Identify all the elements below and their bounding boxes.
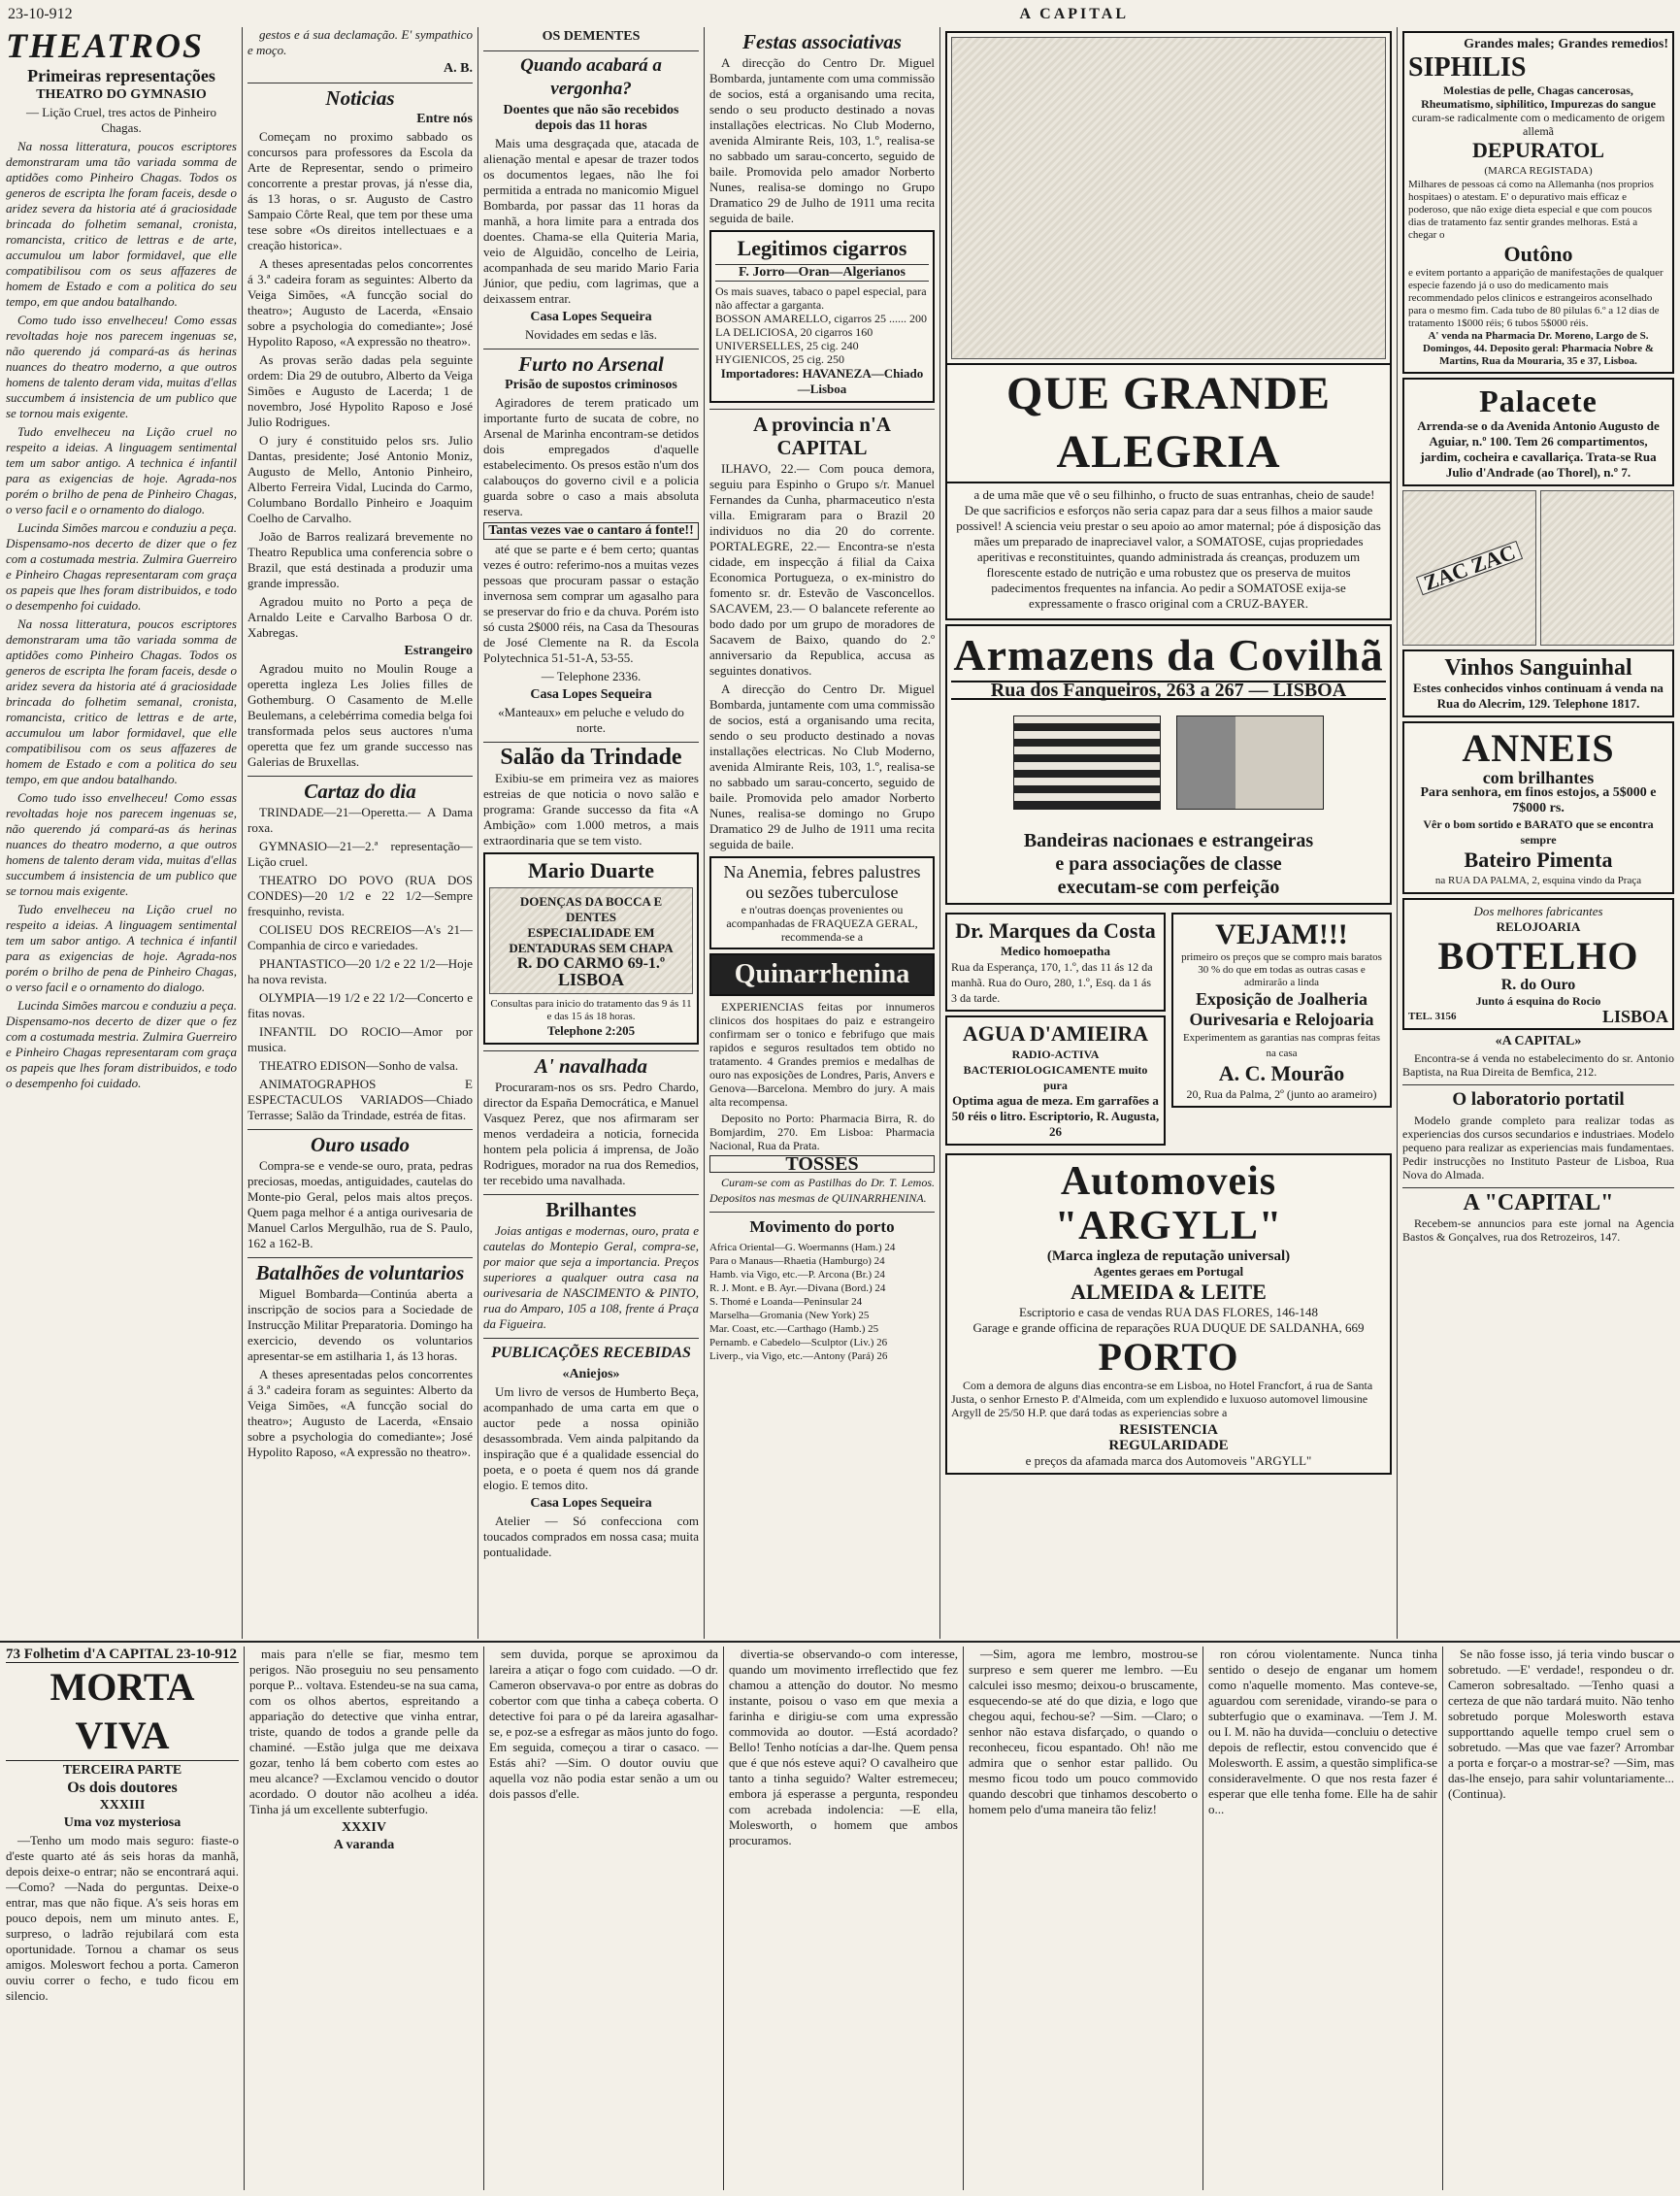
noticias-column (247, 27, 473, 1639)
theatros-paragraph: Na nossa litteratura, poucos escriptores demonstraram uma tão variada somma de aptidões como Pinheiro Chagas. Todos os generos de escripta lhe foram faceis, desde o aridez severa da historia até á graciosidade brincada do folhetim semanal, cronista, romancista, critico de lettras e de arte, accumulou um labor formidavel, que elle compatibilisou com os seus affazeres de homem de Estado e com a politica do seu tempo, em que andou batalhando. (6, 616, 237, 786)
provincia-text: A direcção do Centro Dr. Miguel Bombarda, juntamente com uma commissão de socios, está a organisando uma recita, sendo o seu producto destinado a novas installações electricas. No Club Moderno, avenida Almirante Reis, 103, 1.º, realisa-se no sabbado um sarau-concerto, seguido de baile. Promovida pelo amador Norberto Nunes, realisa-se domingo no Grupo Dramatico 29 de Julho de 1911 uma recita seguida de baile. (709, 682, 935, 851)
noticia-paragraph: As provas serão dadas pela seguinte ordem: Dia 29 de outubro, Alberto da Veiga Simões e Augusto de Lacerda; 1 de novembro, José Hypolito Raposo e José Julio Rodrigues. (247, 352, 473, 429)
navalhada-title: A' navalhada (483, 1050, 699, 1078)
cigarros-line: LA DELICIOSA, 20 cigarros 160 (715, 325, 873, 339)
folhetim-col-2 (249, 1647, 478, 2190)
folhetim-header: 73 Folhetim d'A CAPITAL 23-10-912 (6, 1647, 238, 1662)
noticias-title: Noticias (247, 83, 473, 110)
tosses-text: Curam-se com as Pastilhas do Dr. T. Lemos. Depositos nas mesmas de QUINARRHENINA. (709, 1176, 935, 1205)
folhetim-text: Se não fosse isso, já teria vindo buscar o sobretudo. —E' verdade!, respondeu o dr. Cameron sobresaltado. —Tenho quasi a certeza de que não tardará muito. Não tenho sobretudo porque Molesworth estava supporttando aquelle tempo cruel sem o sobretudo. —Mas que vae fazer? Arrombar a porta e forçar-o a mostrar-se? —Sim, mas das-lhe ensejo, para sahir voluntariamente... (Continua). (1448, 1647, 1674, 1801)
theatros-paragraph: Lucinda Simões marcou e conduziu a peça. Dispensamo-nos decerto de dizer que o fez com a costumada mestria. Zulmira Guerreiro e Pinheiro Chagas representaram com graça os papeis que lhes foram distribuidos, e todo o desempenho foi cuidado. (6, 520, 237, 613)
agua-sub: RADIO-ACTIVA BACTERIOLOGICAMENTE muito pura (963, 1048, 1148, 1092)
argyll-agents: Agentes geraes em Portugal (1093, 1264, 1244, 1279)
box-illustration (1540, 490, 1674, 646)
masthead: A CAPITAL (1019, 6, 1129, 22)
cigarros-ad (709, 230, 935, 403)
alegria-text: a de uma mãe que vê o seu filhinho, o fructo de suas entranhas, cheio de saude! De que sacrificios e esforços não seria capaz para dar a seus filhos a maior saude possivel! A sciencia veiu prestar o seu apoio ao amor maternal; póe á disposição das mães um preparado de inapreciavel valor, a SOMATOSE, cujas propriedades aperitivas e reconstituintes, quando administrada ás creanças, produzem um florescente estado de nutrição e uma robustez que os preserva de muitos padecimentos frequentes na infancia. Ao pedir a SOMATOSE exija-se expressamente o frasco original com a CRUZ-BAYER. (956, 487, 1381, 611)
anneis-text: Para senhora, em finos estojos, a 5$000 e 7$000 rs. (1420, 785, 1657, 815)
festas-column (709, 27, 935, 1639)
lab-title: O laboratorio portatil (1402, 1084, 1674, 1112)
marques-ad (945, 913, 1166, 1012)
batalhoes-text: A theses apresentadas pelos concorrentes á 3.ª cadeira foram as seguintes: Alberto da Veiga Simões, «A funcção social do theatro»; Augusto de Lacerda, «Ensaio sobre a psychologia do comediante»; José Hypolito Raposo, «A expressão no theatro». (247, 1367, 473, 1459)
agua-title: AGUA D'AMIEIRA (962, 1021, 1149, 1046)
marques-title: Dr. Marques da Costa (955, 918, 1156, 943)
movimento-row: Pernamb. e Cabedelo—Sculptor (Liv.) 26 (709, 1337, 888, 1348)
theatros-paragraph: Tudo envelheceu na Lição cruel no respeito a ideias. A linguagem sentimental tem um sabor antigo. A technica é infantil para as exigencias de hoje. Agrada-nos porém o brilho de pena de Pinheiro Chagas, o verso facil e o ornamento do dialogo. (6, 902, 237, 994)
argyll-company: ALMEIDA & LEITE (1071, 1280, 1267, 1304)
capital-ad-title: A "CAPITAL" (1402, 1187, 1674, 1214)
folhetim-col-5 (969, 1647, 1198, 2190)
botelho-city: LISBOA (1601, 1007, 1668, 1026)
theatros-subsubtitle: THEATRO DO GYMNASIO (36, 87, 207, 102)
siphilis-top: Grandes males; Grandes remedios! (1464, 37, 1668, 51)
theatros-paragraph: Lucinda Simões marcou e conduziu a peça. Dispensamo-nos decerto de dizer que o fez com a costumada mestria. Zulmira Guerreiro e Pinheiro Chagas representaram com graça os papeis que lhes foram distribuidos, e todo o desempenho foi cuidado. (6, 998, 237, 1090)
page-date: 23-10-912 (8, 6, 73, 22)
deposito-text: Deposito no Porto: Pharmacia Birra, R. do Bomjardim, 270. Em Lisboa: Pharmacia Nacional, Rua da Prata. (709, 1112, 935, 1152)
cigarros-importer: Importadores: HAVANEZA—Chiado—Lisboa (720, 366, 924, 396)
cartaz-item: GYMNASIO—21—2.ª representação— Lição cruel. (247, 839, 473, 869)
zac-zac-label: ZAC ZAC (1416, 541, 1524, 596)
duarte-tel: Telephone 2:205 (546, 1023, 636, 1038)
movimento-row: Africa Oriental—G. Woermanns (Ham.) 24 (709, 1242, 896, 1253)
festas-title: Festas associativas (742, 30, 902, 53)
provincia-text: ILHAVO, 22.— Com pouca demora, seguiu para Espinho o Grupo s/r. Manuel Fernandes da Cunha, pharmaceutico n'esta villa. Emigraram para o Brazil 20 individuos no dia 20 do corrente. PORTALEGRE, 22.— Encontra-se n'esta cidade, em inspecção á filial da Caixa Economica Portugueza, o ex-ministro do fomento sr. dr. Estevão de Vasconcellos. SACAVEM, 23.— O balancete referente ao bodo dado por um grupo de moradores de Sacavem de Baixo, quando do 2.º anniversario da Republica, accusa as seguintes donativos. (709, 461, 935, 678)
ouro-title: Ouro usado (247, 1129, 473, 1156)
capital-ad-text: Recebem-se annuncios para este jornal na Agencia Bastos & Gonçalves, rua dos Retrozeiros, 147. (1402, 1216, 1674, 1244)
publicacoes-sub: «Aniejos» (562, 1367, 620, 1381)
column-rule (1442, 1647, 1443, 2190)
siphilis-title: SIPHILIS (1408, 52, 1527, 83)
argyll-regularidade: REGULARIDADE (1108, 1438, 1229, 1453)
cartaz-item: THEATRO EDISON—Sonho de valsa. (259, 1058, 459, 1073)
ads-column-wide (945, 27, 1392, 1639)
furto-text: Agiradores de terem praticado um importante furto de sucata de cobre, no Arsenal de Marinha encontram-se detidos dois empregados d'aquelle estabelecimento. Os presos estão n'um dos calabouços do governo civil e a policia guarda sobre o caso a mais absoluta reserva. (483, 395, 699, 518)
palacete-text: Arrenda-se o da Avenida Antonio Augusto de Aguiar, n.º 100. Tem 26 compartimentos, jardim, cocheira e cavallariça. Trata-se Rua Julio d'Andrade (ao Thorel), n.º 7. (1417, 418, 1660, 480)
folhetim-col-1 (6, 1647, 239, 2190)
folhetim-chapter-title: Uma voz mysteriosa (63, 1815, 181, 1830)
movimento-row: R. J. Mont. e B. Ayr.—Divana (Bord.) 24 (709, 1282, 886, 1294)
movimento-row: Hamb. via Vigo, etc.—P. Arcona (Br.) 24 (709, 1269, 885, 1281)
brilhantes-text: Joias antigas e modernas, ouro, prata e cautelas do Montepio Geral, compra-se, por maior que seja a importancia. Preços superiores a qualquer outra casa na ourivesaria de NASCIMENTO & PINTO, rua do Amparo, 105 a 108, frente á Praça da Figueira. (483, 1223, 699, 1331)
theatros-paragraph: Como tudo isso envelheceu! Como essas revoltadas hoje nos parecem ingenuas se, não querendo já compará-as ás herinas nuances do theatro moderno, a que outros homens de talento deram vida, muitas d'ellas succumbem á insistencia de um publico que se tornou mais exigente. (6, 790, 237, 898)
mother-child-illustration (951, 37, 1386, 359)
botelho-addr: R. do Ouro (1500, 977, 1576, 993)
upper-section (6, 27, 1674, 1639)
mourao-title: A. C. Mourão (1218, 1061, 1345, 1085)
batalhoes-title: Batalhões de voluntarios (247, 1257, 473, 1284)
depuratol-title: DEPURATOL (1471, 138, 1605, 162)
casa-lopes-2: Casa Lopes Sequeira (530, 687, 652, 702)
cigarros-brands: F. Jorro—Oran—Algerianos (715, 264, 929, 282)
duarte-line: LISBOA (557, 970, 625, 989)
folhetim-col-4 (729, 1647, 958, 2190)
cigarros-line: UNIVERSELLES, 25 cig. 240 (715, 339, 859, 352)
argyll-office: Escriptorio e casa de vendas RUA DAS FLORES, 146-148 (1019, 1305, 1318, 1319)
mourao-addr: 20, Rua da Palma, 2º (junto ao arameiro) (1186, 1087, 1377, 1101)
cigarros-line: Os mais suaves, tabaco o papel especial, para não affectar a garganta. (715, 284, 927, 312)
folhetim-title: MORTA VIVA (6, 1663, 239, 1761)
estrangeiro-text: Agradou muito no Moulin Rouge a operetta ingleza Les Jolies filles de Gothemburg. O Casamento de M.elle Beulemans, a celebérrima comedia belga foi transformada pelos seus auctores n'uma operetta que fez um grande successo nas Galerias de Bruxellas. (247, 661, 473, 769)
column-rule (939, 27, 940, 1639)
marques-sub: Medico homoepatha (1000, 944, 1111, 958)
dementes-head: OS DEMENTES (542, 29, 641, 44)
column-rule (483, 1647, 484, 2190)
duarte-line: DOENÇAS DA BOCCA E DENTES (519, 894, 663, 924)
movimento-row: S. Thomé e Loanda—Peninsular 24 (709, 1296, 863, 1308)
armazens-foot-3: executam-se com perfeição (1057, 877, 1280, 898)
folhetim-chapter-2-title: A varanda (333, 1838, 395, 1852)
dementes-column (483, 27, 699, 1639)
casa-lopes-3: Casa Lopes Sequeira (530, 1496, 652, 1511)
folhetim-text: divertia-se observando-o com interesse, quando um movimento irreflectido que fez chamou a attenção do doutor. No mesmo instante, poisou o vaso em que mexia a farinha e dirigiu-se com uma expressão commovida ao doutor. —Está acordado? Bello! Tenho notícias a dar-lhe. Quem pensa que é que nós esteve aqui? O cavalheiro que tanto a tinha seguido? Walter estremeceu; embora já esperasse a pergunta, respondeu com acrebada indolencia: —E ella, Molesworth, o homem que ambos procuramos. (729, 1647, 958, 1847)
argyll-ad (945, 1153, 1392, 1475)
movimento-row: Para o Manaus—Rhaetia (Hamburgo) 24 (709, 1255, 885, 1267)
casa-lopes-sub: Novidades em sedas e lãs. (524, 327, 658, 342)
festas-text: A direcção do Centro Dr. Miguel Bombarda, juntamente com uma commissão de socios, está a organisando uma recita, sendo o seu producto destinado a novas installações electricas. No Club Moderno, avenida Almirante Reis, 103, 1.º, realisa-se no sabbado um sarau-concerto, seguido de baile. Promovida pelo amador Norberto Nunes, realisa-se domingo no Grupo Dramatico 29 de Julho de 1911 uma recita seguida de baile. (709, 55, 935, 225)
usa-flag-icon (1176, 715, 1324, 810)
estrangeiro-title: Estrangeiro (404, 644, 473, 658)
casa-lopes: Casa Lopes Sequeira (530, 310, 652, 324)
ads-column-right (1402, 27, 1674, 1639)
folhetim-col-6 (1208, 1647, 1437, 2190)
cartaz-item: TRINDADE—21—Operetta.— A Dama roxa. (247, 805, 473, 835)
casa-lopes-2-sub: «Manteaux» em peluche e veludo do norte. (498, 705, 684, 735)
noticia-paragraph: Começam no proximo sabbado os concursos para professores da Escola da Arte de Representar, sendo o primeiro concorrente a prestar provas, já n'esse dia, ás 13 horas, o sr. Augusto de Castro Sampaio Côrte Real, que tem por these uma tese sobre «Os direitos intellectuaes e a creação historica». (247, 129, 473, 252)
cartaz-item: THEATRO DO POVO (RUA DOS CONDES)—20 1/2 e 22 1/2—Sempre fresquinho, revista. (247, 873, 473, 918)
duarte-ad (483, 852, 699, 1045)
armazens-foot-2: e para associações de classe (1055, 853, 1282, 875)
dentures-illustration (489, 887, 693, 994)
column-rule (242, 27, 243, 1639)
cartaz-title: Cartaz do dia (247, 776, 473, 803)
duarte-line: ESPECIALIDADE EM (527, 925, 655, 940)
noticia-paragraph: Agradou muito no Porto a peça de Arnaldo Leite e Carvalho Barbosa O dr. Xabregas. (247, 594, 473, 640)
argyll-end: e preços da afamada marca dos Automoveis "ARGYLL" (1025, 1453, 1312, 1468)
cantaro-title: Tantas vezes vae o cantaro á fonte!! (483, 522, 699, 540)
botelho-addr-2: Junto á esquina do Rocio (1475, 994, 1601, 1008)
capital-small-title: «A CAPITAL» (1495, 1034, 1582, 1048)
publicacoes-title: PUBLICAÇÕES RECEBIDAS (483, 1338, 699, 1365)
navalhada-text: Procuraram-nos os srs. Pedro Chardo, director da España Democrática, e Manuel Vasquez Perez, que nos afirmaram ser menos verdadeira a noticia, fornecida hontem pela policia á imprensa, de João Rodrigues, morador na rua dos Remedios, ter recebido uma navalhada. (483, 1080, 699, 1187)
anneis-sub: com brilhantes (1482, 768, 1595, 787)
folhetim-text: sem duvida, porque se aproximou da lareira a atiçar o fogo com cuidado. —O dr. Cameron observava-o por entre as dobras do cobertor com que tinha a cabeça coberta. O detective foi para o pé da lareira agasalhar-se, e poz-se a esfregar as mãos junto do fogo. Em seguida, começou a tirar o casaco. —Estás ahi? —Sim. O doutor ouviu que aquella voz não podia estar senão a um ou dois passos d'elle. (489, 1647, 718, 1801)
agua-ad (945, 1015, 1166, 1146)
duarte-note: Consultas para inicio do tratamento das 9 ás 11 e das 15 ás 18 horas. (490, 998, 692, 1022)
theatros-line: — Lição Cruel, tres actos de Pinheiro Chagas. (25, 105, 217, 135)
joalheria-text: Experimentem as garantias nas compras feitas na casa (1182, 1032, 1381, 1059)
col2-intro: gestos e á sua declamação. E' sympathico e moço. (247, 27, 473, 57)
telephone-1: — Telephone 2336. (541, 669, 642, 683)
anemia-text: e n'outras doenças provenientes ou acompanhadas de FRAQUEZA GERAL, recommenda-se a (726, 903, 918, 944)
agua-text: Optima agua de meza. Em garrafões a 50 réis o litro. Escriptorio, R. Augusta, 26 (951, 1093, 1160, 1139)
depuratol-reg: (MARCA REGISTADA) (1484, 165, 1593, 177)
casa-lopes-3-sub: Atelier — Só confecciona com toucados comprados em nossa casa; muita pontualidade. (483, 1514, 699, 1559)
brilhantes-title: Brilhantes (483, 1194, 699, 1221)
cigarros-line: BOSSON AMARELLO, cigarros 25 ...... 200 (715, 312, 927, 325)
siphilis-list: Molestias de pelle, Chagas cancerosas, Rheumatismo, siphilitico, Impurezas do sangue (1421, 83, 1656, 111)
noticias-sub: Entre nós (416, 112, 473, 126)
quinarrhenina-title: Quinarrhenina (734, 959, 910, 989)
duarte-title: Mario Duarte (527, 858, 655, 882)
quinarrhenina-text: EXPERIENCIAS feitas por innumeros clinicos dos hospitaes do paiz e estrangeiro confirmam ser o tonico e febrifugo que mais rapidos e seguros resultados tem obtido no tratamento. 4 Grandes premios e medalhas de ouro nas exposições de Londres, Paris, Anvers e Genova—Barcelona. Membro do jury. A mais alta recompensa. (709, 1000, 935, 1109)
movimento-title: Movimento do porto (709, 1212, 935, 1239)
folhetim-chapter-2: XXXIV (342, 1820, 386, 1835)
folhetim-text: —Sim, agora me lembro, mostrou-se surpreso e sem querer me lembro. —Eu calculei isso mesmo; deixou-o bruscamente, esquecendo-se até do que dizia, e logo que chegou aqui, fechou-se? —Sim. —Claro; o senhor não estava disfarçado, o quando o reconheceu, ficou espantado. Oh! não me admira que o senhor estar pallido. Ou mesmo ficou todo um pouco commovido quando descobri que tinhamos descoberto o homem pelo d'uma maneira tão feliz! (969, 1647, 1198, 1816)
cartaz-item: PHANTASTICO—20 1/2 e 22 1/2—Hoje ha nova revista. (247, 956, 473, 986)
vejam-title: VEJAM!!! (1215, 918, 1348, 950)
duarte-line: DENTADURAS SEM CHAPA (509, 941, 674, 955)
folhetim-col-7 (1448, 1647, 1674, 2190)
dementes-sub: Doentes que não são recebidos depois das 11 horas (503, 103, 679, 133)
duarte-line: R. DO CARMO 69-1.º (516, 955, 666, 972)
tosses-title: TOSSES (709, 1155, 935, 1173)
siphilis-text: curam-se radicalmente com o medicamento de origem allemã (1411, 111, 1665, 138)
armazens-foot-1: Bandeiras nacionaes e estrangeiras (1023, 830, 1314, 851)
folhetim-text: ron córou violentamente. Nunca tinha sentido o desejo de enganar um homem como n'aquelle momento. Mas conteve-se, aguardou com serenidade, virando-se para o subterfugio que o examinava. —Tem J. M. ou I. M. não ha duvida—concluiu o detective depois de reflectir, estou convencido que é Molesworth. E assim, a questão simplifica-se consideravelmente. O que nos resta fazer é esperar que elle tenha fome. Elle ha de sahir o... (1208, 1647, 1437, 1816)
provincia-title: A provincia n'A CAPITAL (709, 409, 935, 459)
vejam-ad (1171, 913, 1392, 1108)
column-rule (704, 27, 705, 1639)
argyll-title: Automoveis "ARGYLL" (1054, 1159, 1283, 1248)
botelho-ad (1402, 898, 1674, 1030)
signature: A. B. (444, 61, 473, 76)
theatros-paragraph: Como tudo isso envelheceu! Como essas revoltadas hoje nos parecem ingenuas se, não querendo já compará-as ás herinas nuances do theatro moderno, a que outros homens de talento deram vida, muitas d'ellas succumbem á insistencia de um publico que se tornou mais exigente. (6, 313, 237, 420)
column-rule (963, 1647, 964, 2190)
portugal-flag-icon (1013, 715, 1161, 810)
marques-text: Rua da Esperança, 170, 1.º, das 11 ás 12 da manhã. Rua do Ouro, 280, 1.º, Esq. da 1 ás 3 da tarde. (951, 960, 1153, 1005)
folhetim-col-3 (489, 1647, 718, 2190)
salao-title: Salão da Trindade (483, 742, 699, 769)
argyll-resistencia: RESISTENCIA (1119, 1422, 1218, 1438)
folhetim-part: TERCEIRA PARTE (62, 1763, 182, 1778)
argyll-text: Com a demora de alguns dias encontra-se em Lisboa, no Hotel Francfort, á rua de Santa Justa, o senhor Ernesto P. d'Almeida, com um explendido e luxuoso automovel limousine Argyll de 25/50 H.P. que dará todas as experiencias sobre a (951, 1379, 1373, 1419)
vinhos-title: Vinhos Sanguinhal (1444, 655, 1632, 681)
dementes-title: Quando acabará a vergonha? (483, 50, 699, 101)
joalheria-title: Exposição de Joalheria Ourivesaria e Relojoaria (1189, 989, 1374, 1029)
armazens-title: Armazens da Covilhã (953, 630, 1384, 680)
theatros-title: THEATROS (6, 27, 205, 65)
movimento-row: Liverp., via Vigo, etc.—Antony (Pará) 26 (709, 1350, 888, 1362)
palacete-title: Palacete (1479, 383, 1598, 418)
botelho-title: BOTELHO (1437, 934, 1639, 978)
argyll-sub: (Marca ingleza de reputação universal) (1046, 1248, 1291, 1264)
vinhos-ad (1402, 649, 1674, 717)
theatros-paragraph: Tudo envelheceu na Lição cruel no respeito a ideias. A linguagem sentimental tem um sabor antigo. A technica é infantil para as exigencias de hoje. Agrada-nos porém o brilho de pena de Pinheiro Chagas, o verso facil e o ornamento do dialogo. (6, 424, 237, 516)
armazens-ad (945, 624, 1392, 905)
noticia-paragraph: João de Barros realizará brevemente no Theatro Republica uma conferencia sobre o Brazil, que está destinada a produzir uma grande impressão. (247, 529, 473, 590)
page-topline (8, 4, 1672, 25)
theatros-paragraph: Na nossa litteratura, poucos escriptores demonstraram uma tão variada somma de aptidões como Pinheiro Chagas. Todos os generos de escripta lhe foram faceis, desde o aridez severa da historia até á graciosidade brincada do folhetim semanal, cronista, romancista, critico de lettras e de arte, accumulou um labor formidavel, que elle compatibilisou com os seus affazeres de homem de Estado e com a politica do seu tempo, em que andou batalhando. (6, 139, 237, 309)
dementes-text: Mais uma desgraçada que, atacada de alienação mental e apesar de trazer todos os documentos legaes, não lhe foi permitida a entrada no manicomio Miguel Bombarda, por passar das 11 horas da manhã, a hora limite para a entrada dos doentes. Chama-se ella Quiteria Maria, veio de Alguidão, concelho de Leiria, acompanhada de seu marido Mario Faria Júnior, que pediu, com lagrimas, que a deixassem entrar. (483, 136, 699, 306)
relojoaria-label: RELOJOARIA (1496, 919, 1581, 934)
bareiro-addr: na RUA DA PALMA, 2, esquina vindo da Praça (1434, 875, 1642, 886)
outono-title: Outôno (1503, 242, 1573, 266)
anneis-ad (1402, 721, 1674, 894)
palacete-ad (1402, 378, 1674, 486)
cantaro-text: até que se parte e é bem certo; quantas vezes é outro: referimo-nos a muitas vezes pessoas que procuram passar o estação invernosa sem comprar um agasalho para se preservar do frio e da chuva. Porém isto só custa 2$000 réis, na Casa da Thesouras de José Clemente na R. da Escola Polytechnica 51-51-A, 53-55. (483, 542, 699, 665)
cartaz-item: OLYMPIA—19 1/2 e 22 1/2—Concerto e fitas novas. (247, 990, 473, 1020)
folhetim-chapter: XXXIII (99, 1798, 146, 1813)
batalhoes-text: Miguel Bombarda—Continúa aberta a inscripção de socios para a Sociedade de Instrucção Militar Preparatoria. Domingo ha exercicio, devendo os voluntarios apresentar-se em astilharia 1, ás 13 horas. (247, 1286, 473, 1363)
noticia-paragraph: O jury é constituido pelos srs. Julio Dantas, presidente; José Antonio Moniz, Augusto de Mello, Antonio Pinheiro, Alberto Ferreira Vidal, Lucinda do Carmo, Columbano Bordallo Pinheiro e Joaquim Coelho de Carvalho. (247, 433, 473, 525)
somatose-ad (945, 31, 1392, 620)
anneis-title: ANNEIS (1462, 726, 1615, 770)
quinarrhenina-banner (709, 953, 935, 996)
furto-sub: Prisão de supostos criminosos (505, 378, 677, 392)
zac-zac-ad (1402, 490, 1536, 646)
cartaz-item: ANIMATOGRAPHOS E ESPECTACULOS VARIADOS—Chiado Terrasse; Salão da Trindade, estréa de fitas. (247, 1077, 473, 1122)
folhetim-section (6, 1647, 1674, 2190)
salao-text: Exibiu-se em primeira vez as maiores estreias de que noticia o novo salão e programa: Grande successo da fita «A Ambição» com 1.000 metros, a mais extraordinaria que se tem visto. (483, 771, 699, 848)
argyll-garage: Garage e grande officina de reparações RUA DUQUE DE SALDANHA, 669 (972, 1320, 1365, 1335)
siphilis-ad (1402, 31, 1674, 374)
cartaz-item: INFANTIL DO ROCIO—Amor por musica. (247, 1024, 473, 1054)
column-rule (1202, 1647, 1203, 2190)
theatros-subtitle: Primeiras representações (27, 66, 215, 85)
noticia-paragraph: A theses apresentadas pelos concorrentes á 3.ª cadeira foram as seguintes: Alberto da Veiga Simões, «A funcção social do theatro»; Augusto de Lacerda, «Ensaio sobre a psychologia do comediante»; José Hypolito Raposo, «A expressão no theatro». (247, 256, 473, 349)
armazens-addr: Rua dos Fanqueiros, 263 a 267 — LISBOA (951, 681, 1386, 700)
botelho-tel: TEL. 3156 (1408, 1011, 1457, 1022)
argyll-city: PORTO (1098, 1335, 1239, 1379)
depuratol-text: Milhares de pessoas cá como na Allemanha (nos proprios hospitaes) o atestam. E' o depurativo mais efficaz e poderoso, que não exige dieta especial e que com poucos dias de tratamento faz sentir grandes melhoras. Está a chegar o (1408, 179, 1654, 241)
column-rule (1397, 27, 1398, 1639)
folhetim-text: —Tenho um modo mais seguro: fiaste-o d'este quarto até ás seis horas da manhã, depois deixe-o entrar; não se encontrará aqui. —Como? —Nada do perguntas. Deixe-o entrar, mas que não fique. A's seis horas em pouco depois, nem um minuto antes. E, surpreso, o ladrão rejubilará com esta oportunidade. Tornou a chamar os seus amigos. Moleswort fechou a porta. Cameron ouviu correr o fecho, e tudo ficou em silencio. (6, 1833, 239, 2003)
vinhos-text: Estes conhecidos vinhos continuam á venda na Rua do Alecrim, 129. Telephone 1817. (1413, 681, 1664, 711)
folhetim-divider (0, 1641, 1680, 1643)
column-rule (723, 1647, 724, 2190)
publicacoes-text: Um livro de versos de Humberto Beça, acompanhado de uma carta em que o auctor pede a nossa opinião desassombrada. Vem ainda palpitando da inspiração que é a qualidade essencial do poeta, e o poeta é quem nos dá grande elogio. E temos dito. (483, 1384, 699, 1492)
relojoaria-top: Dos melhores fabricantes (1473, 904, 1603, 918)
capital-small-text: Encontra-se á venda no estabelecimento do sr. Antonio Baptista, na Rua Direita de Bemfica, 212. (1402, 1051, 1674, 1079)
outono-text: e evitem portanto a apparição de manifestações de qualquer especie fazendo já o uso do medicamento mais recommendado pelos clinicos e estrangeiros aconselhado para o mesmo fim. Cada tubo de 80 pilulas 6.º a 12 dias de tratamento 1$000 réis; 6 tubos 5$000 réis. (1408, 267, 1664, 329)
outono-sales: A' venda na Pharmacia Dr. Moreno, Largo de S. Domingos, 44. Deposito geral: Pharmacia Nobre & Martins, Rua da Mouraria, 35 e 37, Lisboa. (1422, 330, 1655, 367)
bareiro-title: Bateiro Pimenta (1464, 848, 1613, 872)
anemia-title: Na Anemia, febres palustres ou sezões tuberculose (723, 862, 921, 902)
column-rule (244, 1647, 245, 2190)
cigarros-line: HYGIENICOS, 25 cig. 250 (715, 352, 844, 366)
anemia-ad (709, 856, 935, 949)
anneis-text-2: Vêr o bom sortido e BARATO que se encontra sempre (1423, 817, 1654, 847)
alegria-title: QUE GRANDE ALEGRIA (947, 363, 1390, 483)
folhetim-text: mais para n'elle se fiar, mesmo tem perigos. Não proseguiu no seu pensamento porque P... voltava. Estendeu-se na sua cama, com os olhos abertos, espreitando a appariação do detective que vinha entrar, triste, quando de todos a grande pelle da chaminé. —Estão julga que me deixava gozar, tenho lá bem coberto com estes ao meu alcance? —Exclamou vencido o doutor acordado. O doutor não acolheu a idéa. Tinha já um excellente subterfugio. (249, 1647, 478, 1816)
movimento-row: Mar. Coast, etc.—Carthago (Hamb.) 25 (709, 1323, 879, 1335)
cigarros-title: Legitimos cigarros (737, 236, 907, 260)
lab-text: Modelo grande completo para realizar todas as experiencias dos cursos secundarios e industriaes. Modelo pequeno para realizar as experiencias mais fundamentaes. Pedir instrucções no Instituto Pasteur de Lisboa, Rua Nova do Almada. (1402, 1114, 1674, 1181)
theatros-column (6, 27, 237, 1639)
furto-title: Furto no Arsenal (483, 349, 699, 376)
movimento-row: Marselha—Gromania (New York) 25 (709, 1310, 870, 1321)
cartaz-item: COLISEU DOS RECREIOS—A's 21— Companhia de circo e variedades. (247, 922, 473, 952)
vejam-text: primeiro os preços que se compro mais baratos 30 % do que em todas as outras casas e admirarão a linda (1181, 951, 1382, 988)
folhetim-sub: Os dois doutores (67, 1780, 178, 1796)
ouro-text: Compra-se e vende-se ouro, prata, pedras preciosas, moedas, antiguidades, cautelas do Monte-pio Geral, pelos mais altos preços. Quem paga melhor é a antiga ourivesaria de Manuel Carlos Mergulhão, rua de S. Paulo, 162 a 162-B. (247, 1158, 473, 1250)
